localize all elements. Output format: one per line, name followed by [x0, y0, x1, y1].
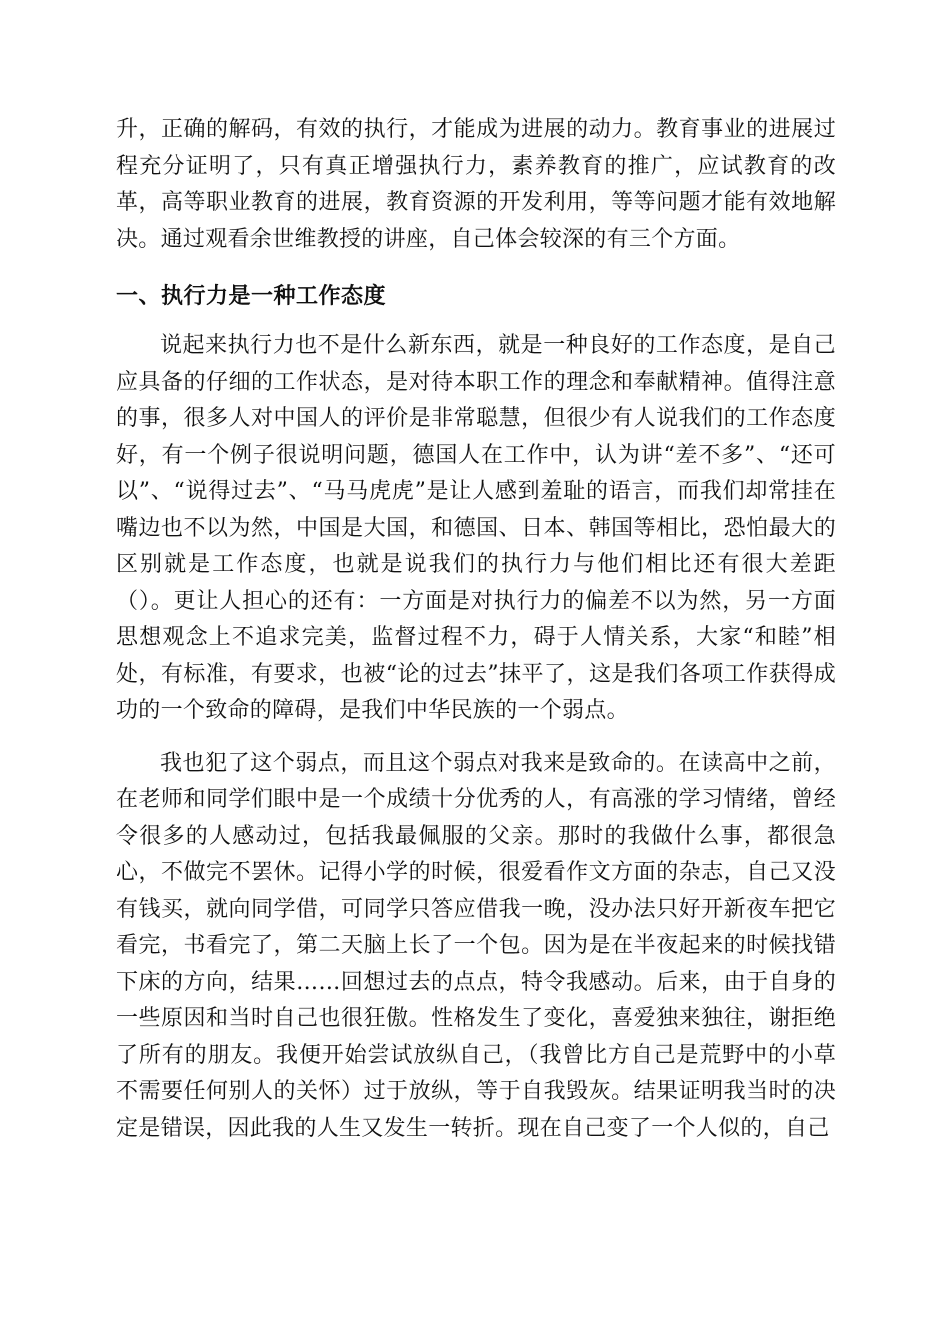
body-paragraph-2: 我也犯了这个弱点，而且这个弱点对我来是致命的。在读高中之前，在老师和同学们眼中是一个成绩十分优秀的人，有高涨的学习情绪，曾经令很多的人感动过，包括我最佩服的父亲。那时的我做什么事，都很急心，不做完不罢休。记得小学的时候，很爱看作文方面的杂志，自己又没有钱买，就向同学借，可同学只答应借我一晚，没办法只好开新夜车把它看完，书看完了，第二天脑上长了一个包。因为是在半夜起来的时候找错下床的方向，结果……回想过去的点点，特令我感动。后来，由于自身的一些原因和当时自己也很狂傲。性格发生了变化，喜爱独来独往，谢拒绝了所有的朋友。我便开始尝试放纵自己，（我曾比方自己是荒野中的小草不需要任何别人的关怀）过于放纵，等于自我毁灰。结果证明我当时的决定是错误，因此我的人生又发生一转折。现在自己变了一个人似的，自己 — [116, 750, 836, 1141]
section-heading: 一、执行力是一种工作态度 — [116, 283, 387, 309]
intro-paragraph: 升，正确的解码，有效的执行，才能成为进展的动力。教育事业的进展过程充分证明了，只有真正增强执行力，素养教育的推广，应试教育的改革，高等职业教育的进展，教育资源的开发利用，等等问题才能有效地解决。通过观看余世维教授的讲座，自己体会较深的有三个方面。 — [116, 117, 836, 252]
spacer — [116, 730, 836, 746]
spacer — [116, 258, 836, 268]
body-paragraph-1: 说起来执行力也不是什么新东西，就是一种良好的工作态度，是自己应具备的仔细的工作状态，是对待本职工作的理念和奉献精神。值得注意的事，很多人对中国人的评价是非常聪慧，但很少有人说我们的工作态度好，有一个例子很说明问题，德国人在工作中，认为讲“差不多”、“还可以”、“说得过去”、“马马虎虎”是让人感到羞耻的语言，而我们却常挂在嘴边也不以为然，中国是大国，和德国、日本、韩国等相比，恐怕最大的区别就是工作态度，也就是说我们的执行力与他们相比还有很大差距（）。更让人担心的还有：一方面是对执行力的偏差不以为然，另一方面思想观念上不追求完美，监督过程不力，碍于人情关系，大家“和睦”相处，有标准，有要求，也被“论的过去”抹平了，这是我们各项工作获得成功的一个致命的障碍，是我们中华民族的一个弱点。 — [116, 333, 836, 723]
document-body — [116, 112, 836, 1147]
